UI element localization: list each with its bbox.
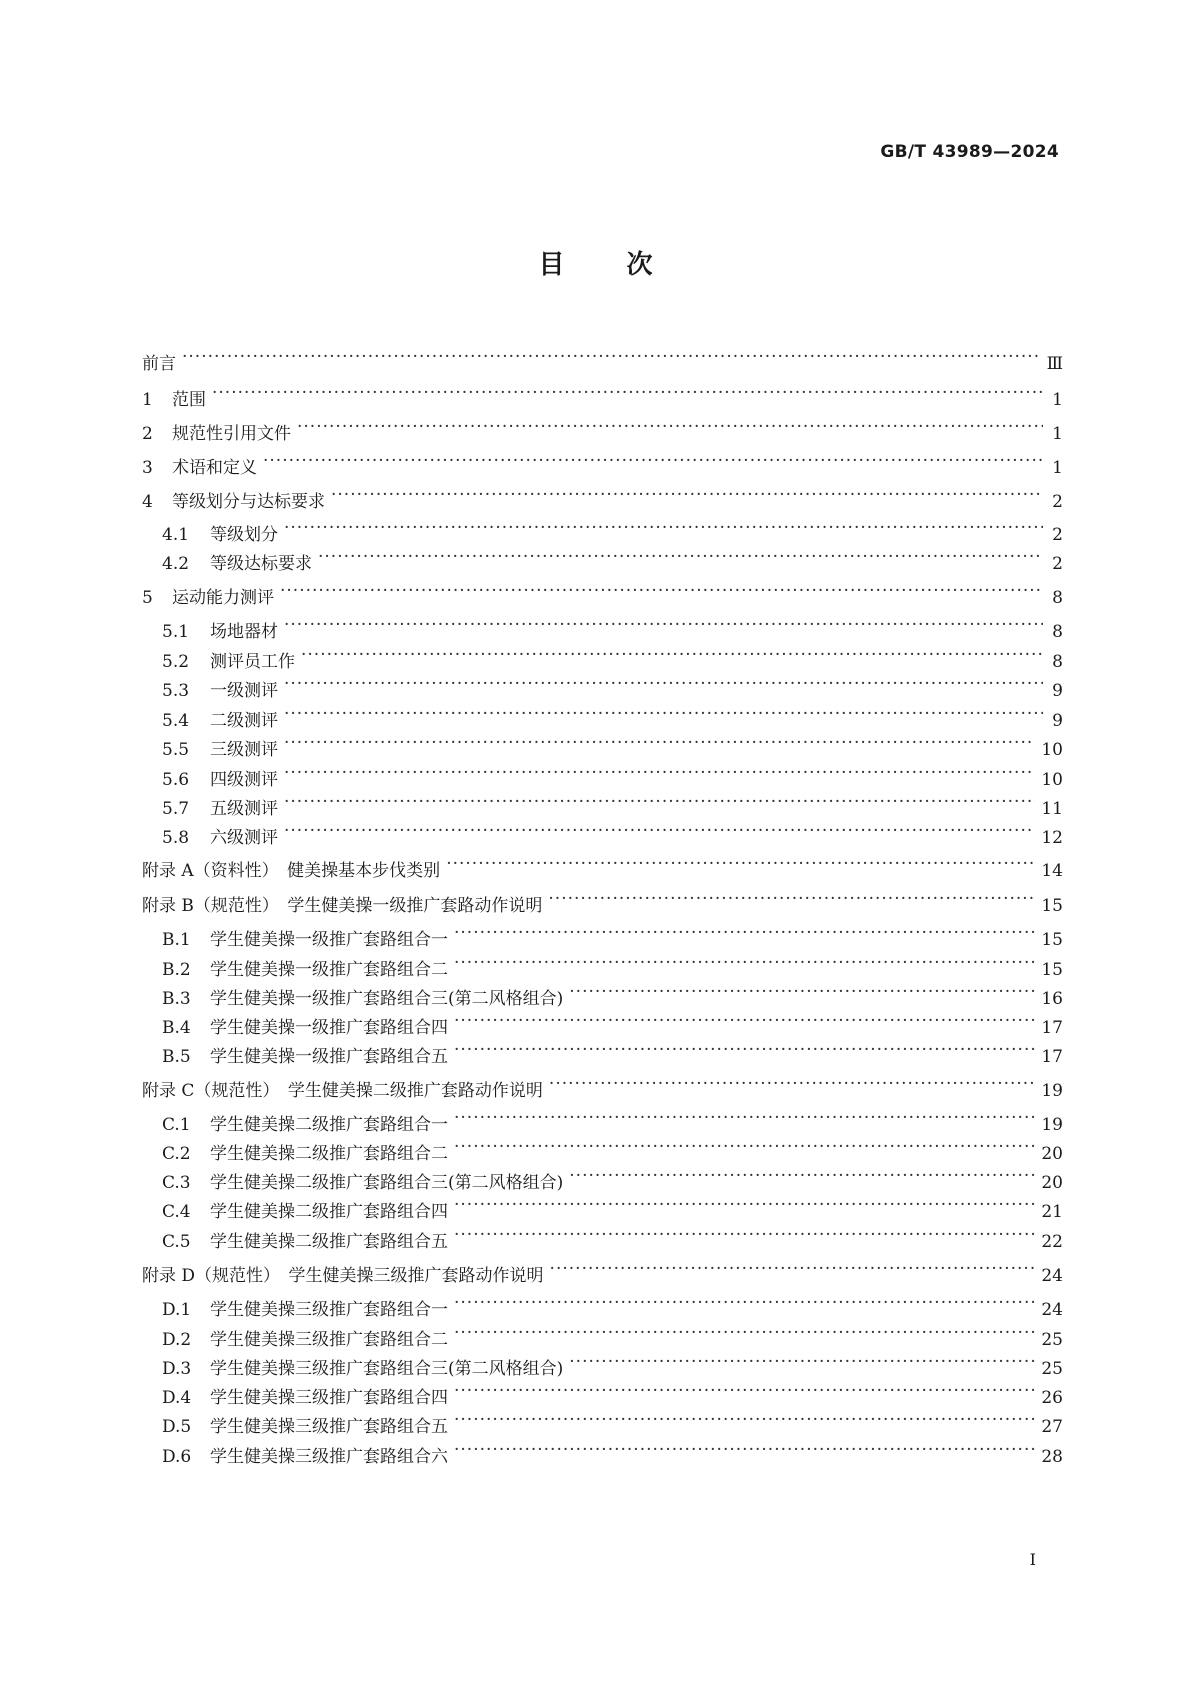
toc-entry[interactable] xyxy=(162,702,1063,731)
toc-leader-dots xyxy=(182,345,1041,369)
toc-entry-number: 5 xyxy=(142,588,153,608)
toc-leader-dots xyxy=(454,1135,1035,1159)
toc-entry-label: 附录 B（规范性） 学生健美操一级推广套路动作说明 xyxy=(142,896,543,916)
toc-entry[interactable] xyxy=(162,643,1063,672)
toc-entry-page: 1 xyxy=(1052,390,1063,410)
toc-entry-page: 28 xyxy=(1041,1447,1063,1467)
toc-entry-page: 8 xyxy=(1052,652,1063,672)
toc-entry-number: 1 xyxy=(142,390,153,410)
toc-entry-number: D.3 xyxy=(162,1359,192,1379)
toc-entry[interactable] xyxy=(162,1223,1063,1252)
toc-entry-label: 学生健美操一级推广套路组合五 xyxy=(210,1047,448,1067)
toc-entry-page: 19 xyxy=(1041,1081,1063,1101)
toc-entry[interactable] xyxy=(162,921,1063,950)
toc-entry[interactable] xyxy=(162,1408,1063,1437)
toc-entry[interactable] xyxy=(162,613,1063,642)
toc-entry-number: 4.2 xyxy=(162,554,190,574)
toc-leader-dots xyxy=(284,672,1043,696)
toc-entry-page: 15 xyxy=(1041,930,1063,950)
toc-entry-number: 2 xyxy=(142,424,153,444)
toc-entry-number: B.2 xyxy=(162,960,191,980)
toc-entry-label: 规范性引用文件 xyxy=(172,424,291,444)
toc-entry-page: 27 xyxy=(1041,1417,1063,1437)
toc-leader-dots xyxy=(284,819,1035,843)
toc-entry-number: 5.2 xyxy=(162,652,190,672)
toc-leader-dots xyxy=(212,381,1043,405)
toc-leader-dots xyxy=(454,951,1035,975)
toc-entry-label: 测评员工作 xyxy=(210,652,295,672)
toc-entry-number: D.2 xyxy=(162,1330,192,1350)
toc-entry-number: 5.8 xyxy=(162,828,190,848)
toc-entry-number: 5.5 xyxy=(162,740,190,760)
toc-entry-label: 附录 D（规范性） 学生健美操三级推广套路动作说明 xyxy=(142,1266,544,1286)
toc-entry-page: 20 xyxy=(1041,1173,1063,1193)
toc-entry-page: 25 xyxy=(1041,1330,1063,1350)
toc-entry-number: D.5 xyxy=(162,1417,192,1437)
toc-entry-number: 5.7 xyxy=(162,799,190,819)
toc-entry-number: 4.1 xyxy=(162,525,190,545)
toc-entry-number: B.3 xyxy=(162,989,191,1009)
toc-leader-dots xyxy=(297,415,1043,439)
toc-entry[interactable] xyxy=(162,980,1063,1009)
toc-entry[interactable] xyxy=(162,731,1063,760)
toc-title: 目次 xyxy=(538,250,715,280)
toc-entry-label: 等级划分与达标要求 xyxy=(172,492,325,512)
toc-entry-page: 1 xyxy=(1052,458,1063,478)
toc-entry-page: 10 xyxy=(1041,740,1063,760)
toc-entry-page: 9 xyxy=(1052,711,1063,731)
toc-leader-dots xyxy=(454,1438,1035,1462)
toc-leader-dots xyxy=(550,1257,1036,1281)
toc-leader-dots xyxy=(284,761,1035,785)
toc-entry[interactable] xyxy=(162,761,1063,790)
toc-entry[interactable] xyxy=(142,449,1063,478)
toc-entry[interactable] xyxy=(162,951,1063,980)
toc-entry[interactable] xyxy=(162,1291,1063,1320)
toc-entry-page: 12 xyxy=(1041,828,1063,848)
toc-entry[interactable] xyxy=(162,1438,1063,1467)
toc-leader-dots xyxy=(331,483,1043,507)
toc-entry-label: 学生健美操一级推广套路组合一 xyxy=(210,930,448,950)
toc-entry-page: 24 xyxy=(1041,1300,1063,1320)
toc-entry-label: 学生健美操二级推广套路组合二 xyxy=(210,1144,448,1164)
toc-entry-page: 10 xyxy=(1041,770,1063,790)
toc-entry[interactable] xyxy=(162,790,1063,819)
toc-entry-label: 学生健美操二级推广套路组合一 xyxy=(210,1115,448,1135)
toc-entry-page: 11 xyxy=(1041,799,1063,819)
toc-entry[interactable] xyxy=(142,887,1063,916)
toc-entry-label: 学生健美操三级推广套路组合六 xyxy=(210,1447,448,1467)
toc-entry-label: 学生健美操一级推广套路组合二 xyxy=(210,960,448,980)
toc-leader-dots xyxy=(454,1408,1035,1432)
toc-entry-page: 25 xyxy=(1041,1359,1063,1379)
toc-leader-dots xyxy=(284,790,1035,814)
toc-entry-page: 22 xyxy=(1041,1232,1063,1252)
toc-entry-number: B.1 xyxy=(162,930,191,950)
toc-entry-label: 学生健美操三级推广套路组合二 xyxy=(210,1330,448,1350)
toc-entry-label: 二级测评 xyxy=(210,711,278,731)
toc-entry-page: 20 xyxy=(1041,1144,1063,1164)
toc-entry-page: Ⅲ xyxy=(1046,354,1063,374)
toc-leader-dots xyxy=(280,579,1043,603)
toc-entry[interactable] xyxy=(142,852,1063,881)
toc-leader-dots xyxy=(454,1291,1035,1315)
toc-entry[interactable] xyxy=(142,415,1063,444)
toc-entry-number: C.2 xyxy=(162,1144,191,1164)
toc-leader-dots xyxy=(548,887,1035,911)
toc-leader-dots xyxy=(569,1350,1035,1374)
toc-entry-page: 21 xyxy=(1041,1202,1063,1222)
toc-entry-number: 5.3 xyxy=(162,681,190,701)
toc-entry-label: 术语和定义 xyxy=(172,458,257,478)
toc-entry-label: 五级测评 xyxy=(210,799,278,819)
toc-entry-label: 运动能力测评 xyxy=(172,588,274,608)
toc-leader-dots xyxy=(284,516,1043,540)
toc-entry[interactable] xyxy=(162,1038,1063,1067)
toc-entry-page: 15 xyxy=(1041,960,1063,980)
toc-entry-number: B.4 xyxy=(162,1018,191,1038)
toc-entry-label: 一级测评 xyxy=(210,681,278,701)
toc-entry-label: 学生健美操二级推广套路组合三(第二风格组合) xyxy=(210,1173,564,1193)
toc-entry-page: 1 xyxy=(1052,424,1063,444)
toc-entry-number: C.5 xyxy=(162,1232,191,1252)
toc-entry-number: D.6 xyxy=(162,1447,192,1467)
toc-leader-dots xyxy=(454,1106,1035,1130)
toc-entry-label: 学生健美操一级推广套路组合四 xyxy=(210,1018,448,1038)
toc-entry[interactable] xyxy=(162,1009,1063,1038)
toc-entry-number: 5.4 xyxy=(162,711,190,731)
toc-entry[interactable] xyxy=(142,1072,1063,1101)
toc-entry[interactable] xyxy=(162,1379,1063,1408)
toc-entry-page: 2 xyxy=(1052,492,1063,512)
toc-entry-number: C.4 xyxy=(162,1202,191,1222)
toc-entry-label: 学生健美操二级推广套路组合五 xyxy=(210,1232,448,1252)
toc-leader-dots xyxy=(569,980,1035,1004)
toc-entry[interactable] xyxy=(162,545,1063,574)
toc-entry-label: 范围 xyxy=(172,390,206,410)
toc-entry[interactable] xyxy=(162,516,1063,545)
toc-entry-label: 等级达标要求 xyxy=(210,554,312,574)
toc-leader-dots xyxy=(454,1193,1035,1217)
toc-entry-number: 3 xyxy=(142,458,153,478)
document-code: GB/T 43989—2024 xyxy=(880,142,1059,162)
toc-entry[interactable] xyxy=(162,672,1063,701)
toc-entry-number: 4 xyxy=(142,492,153,512)
toc-entry-page: 17 xyxy=(1041,1047,1063,1067)
toc-entry-page: 2 xyxy=(1052,554,1063,574)
toc-entry-label: 六级测评 xyxy=(210,828,278,848)
toc-entry-label: 前言 xyxy=(142,354,176,374)
toc-entry[interactable] xyxy=(162,819,1063,848)
toc-entry-number: C.3 xyxy=(162,1173,191,1193)
toc-entry-page: 8 xyxy=(1052,588,1063,608)
toc-entry-page: 14 xyxy=(1041,861,1063,881)
toc-entry[interactable] xyxy=(162,1164,1063,1193)
toc-entry[interactable] xyxy=(142,381,1063,410)
toc-leader-dots xyxy=(454,921,1035,945)
toc-entry-page: 8 xyxy=(1052,622,1063,642)
toc-leader-dots xyxy=(263,449,1043,473)
toc-entry-label: 三级测评 xyxy=(210,740,278,760)
toc-entry-number: C.1 xyxy=(162,1115,191,1135)
toc-entry[interactable] xyxy=(142,1257,1063,1286)
toc-entry-label: 四级测评 xyxy=(210,770,278,790)
toc-entry-label: 附录 A（资料性） 健美操基本步伐类别 xyxy=(142,861,441,881)
toc-entry-number: D.4 xyxy=(162,1388,192,1408)
toc-leader-dots xyxy=(318,545,1043,569)
toc-entry-label: 学生健美操一级推广套路组合三(第二风格组合) xyxy=(210,989,564,1009)
toc-leader-dots xyxy=(446,852,1035,876)
toc-entry-page: 19 xyxy=(1041,1115,1063,1135)
toc-entry-page: 2 xyxy=(1052,525,1063,545)
toc-entry-number: 5.6 xyxy=(162,770,190,790)
toc-leader-dots xyxy=(284,731,1035,755)
toc-entry-page: 15 xyxy=(1041,896,1063,916)
toc-entry-label: 附录 C（规范性） 学生健美操二级推广套路动作说明 xyxy=(142,1081,543,1101)
toc-entry-page: 17 xyxy=(1041,1018,1063,1038)
toc-leader-dots xyxy=(569,1164,1035,1188)
toc-leader-dots xyxy=(454,1379,1035,1403)
toc-entry[interactable] xyxy=(142,483,1063,512)
toc-entry[interactable] xyxy=(162,1350,1063,1379)
toc-leader-dots xyxy=(284,702,1043,726)
toc-leader-dots xyxy=(301,643,1043,667)
toc-entry[interactable] xyxy=(162,1135,1063,1164)
toc-leader-dots xyxy=(454,1321,1035,1345)
toc-entry-page: 26 xyxy=(1041,1388,1063,1408)
toc-entry-number: B.5 xyxy=(162,1047,191,1067)
toc-entry-number: D.1 xyxy=(162,1300,192,1320)
toc-entry-label: 学生健美操三级推广套路组合四 xyxy=(210,1388,448,1408)
toc-entry[interactable] xyxy=(142,579,1063,608)
toc-entry-page: 9 xyxy=(1052,681,1063,701)
toc-entry-page: 16 xyxy=(1041,989,1063,1009)
toc-entry-page: 24 xyxy=(1041,1266,1063,1286)
toc-entry-label: 学生健美操三级推广套路组合五 xyxy=(210,1417,448,1437)
toc-entry-label: 学生健美操三级推广套路组合一 xyxy=(210,1300,448,1320)
toc-entry-label: 学生健美操三级推广套路组合三(第二风格组合) xyxy=(210,1359,564,1379)
toc-entry[interactable] xyxy=(142,345,1063,374)
toc-entry-label: 等级划分 xyxy=(210,525,278,545)
page-number: I xyxy=(1029,1550,1036,1569)
toc-leader-dots xyxy=(454,1009,1035,1033)
toc-leader-dots xyxy=(549,1072,1035,1096)
toc-entry-label: 学生健美操二级推广套路组合四 xyxy=(210,1202,448,1222)
toc-entry[interactable] xyxy=(162,1321,1063,1350)
toc-entry-label: 场地器材 xyxy=(210,622,278,642)
toc-leader-dots xyxy=(454,1223,1035,1247)
toc-leader-dots xyxy=(454,1038,1035,1062)
toc-leader-dots xyxy=(284,613,1043,637)
toc-entry[interactable] xyxy=(162,1106,1063,1135)
toc-entry-number: 5.1 xyxy=(162,622,190,642)
toc-entry[interactable] xyxy=(162,1193,1063,1222)
